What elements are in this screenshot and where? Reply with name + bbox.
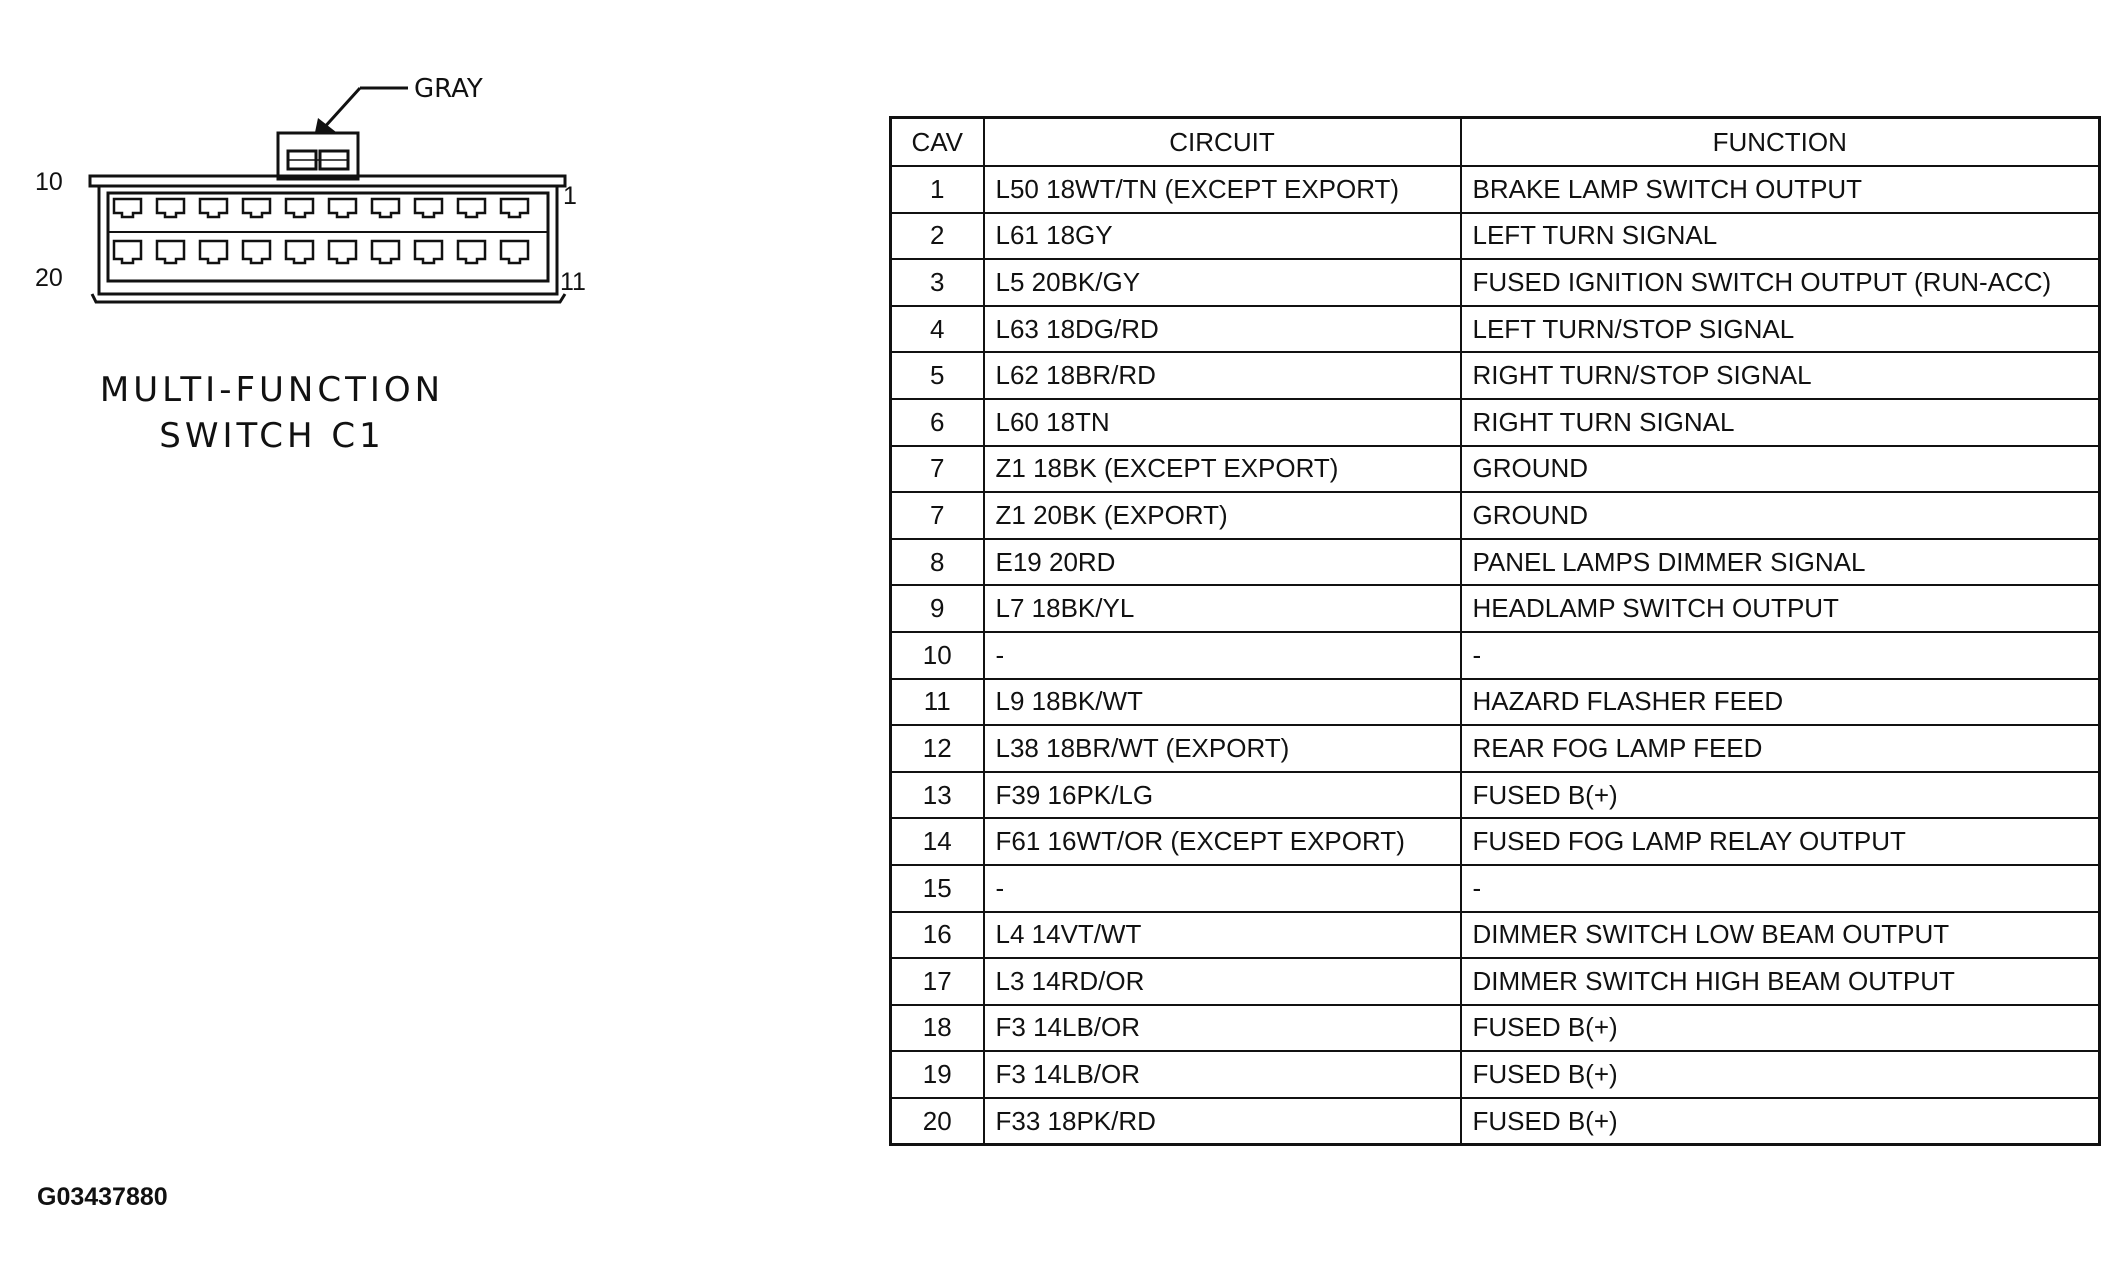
table-row bbox=[891, 818, 2100, 865]
cav-cell: 16 bbox=[891, 912, 984, 959]
pin-cavity bbox=[415, 199, 442, 217]
pin-cavity bbox=[501, 199, 528, 217]
pin-cavity bbox=[286, 199, 313, 217]
cav-cell: 17 bbox=[891, 958, 984, 1005]
table-row bbox=[891, 632, 2100, 679]
cav-cell: 10 bbox=[891, 632, 984, 679]
table-row bbox=[891, 259, 2100, 306]
table-row bbox=[891, 958, 2100, 1005]
function-cell: BRAKE LAMP SWITCH OUTPUT bbox=[1461, 166, 2100, 213]
function-cell: FUSED IGNITION SWITCH OUTPUT (RUN-ACC) bbox=[1461, 259, 2100, 306]
cav-cell: 18 bbox=[891, 1005, 984, 1052]
circuit-cell: - bbox=[984, 632, 1461, 679]
callout-arrow bbox=[322, 88, 408, 130]
pin-cavity bbox=[243, 199, 270, 217]
pin-cavity bbox=[286, 241, 313, 263]
cav-cell: 6 bbox=[891, 399, 984, 446]
table-row bbox=[891, 166, 2100, 213]
circuit-cell: F39 16PK/LG bbox=[984, 772, 1461, 819]
circuit-cell: L61 18GY bbox=[984, 213, 1461, 260]
header-function: FUNCTION bbox=[1461, 118, 2100, 167]
function-cell: LEFT TURN SIGNAL bbox=[1461, 213, 2100, 260]
pin-cavity bbox=[329, 241, 356, 263]
function-cell: - bbox=[1461, 865, 2100, 912]
circuit-cell: L62 18BR/RD bbox=[984, 352, 1461, 399]
cav-cell: 7 bbox=[891, 446, 984, 493]
connector-name-line1: MULTI-FUNCTION bbox=[99, 370, 445, 410]
table-row bbox=[891, 352, 2100, 399]
cav-cell: 7 bbox=[891, 492, 984, 539]
function-cell: FUSED B(+) bbox=[1461, 1051, 2100, 1098]
cav-cell: 8 bbox=[891, 539, 984, 586]
header-circuit: CIRCUIT bbox=[984, 118, 1461, 167]
pin-cavity bbox=[329, 199, 356, 217]
pin-label-bottom-right: 11 bbox=[560, 268, 586, 296]
table-row bbox=[891, 539, 2100, 586]
circuit-cell: E19 20RD bbox=[984, 539, 1461, 586]
circuit-cell: L50 18WT/TN (EXCEPT EXPORT) bbox=[984, 166, 1461, 213]
table-row bbox=[891, 213, 2100, 260]
table-row bbox=[891, 585, 2100, 632]
cav-cell: 15 bbox=[891, 865, 984, 912]
function-cell: RIGHT TURN SIGNAL bbox=[1461, 399, 2100, 446]
circuit-cell: F3 14LB/OR bbox=[984, 1051, 1461, 1098]
table-row bbox=[891, 1005, 2100, 1052]
table-row bbox=[891, 1098, 2100, 1145]
cav-cell: 3 bbox=[891, 259, 984, 306]
function-cell: DIMMER SWITCH LOW BEAM OUTPUT bbox=[1461, 912, 2100, 959]
circuit-cell: L4 14VT/WT bbox=[984, 912, 1461, 959]
table-row bbox=[891, 399, 2100, 446]
circuit-cell: L63 18DG/RD bbox=[984, 306, 1461, 353]
cav-cell: 1 bbox=[891, 166, 984, 213]
connector-diagram bbox=[0, 0, 620, 330]
pinout-table-body bbox=[891, 166, 2100, 1145]
table-row bbox=[891, 492, 2100, 539]
pin-cavity bbox=[415, 241, 442, 263]
pin-cavity bbox=[114, 199, 141, 217]
function-cell: REAR FOG LAMP FEED bbox=[1461, 725, 2100, 772]
pin-cavity bbox=[243, 241, 270, 263]
connector-name-line2: SWITCH C1 bbox=[159, 416, 385, 456]
function-cell: HEADLAMP SWITCH OUTPUT bbox=[1461, 585, 2100, 632]
pin-cavity bbox=[200, 241, 227, 263]
table-row bbox=[891, 1051, 2100, 1098]
pin-label-top-right: 1 bbox=[563, 182, 577, 210]
pin-cavity bbox=[372, 199, 399, 217]
cav-cell: 12 bbox=[891, 725, 984, 772]
circuit-cell: L9 18BK/WT bbox=[984, 679, 1461, 726]
function-cell: GROUND bbox=[1461, 446, 2100, 493]
pin-cavity bbox=[458, 199, 485, 217]
pin-cavity bbox=[200, 199, 227, 217]
table-row bbox=[891, 679, 2100, 726]
cav-cell: 20 bbox=[891, 1098, 984, 1145]
function-cell: LEFT TURN/STOP SIGNAL bbox=[1461, 306, 2100, 353]
circuit-cell: Z1 18BK (EXCEPT EXPORT) bbox=[984, 446, 1461, 493]
pin-cavity bbox=[157, 241, 184, 263]
circuit-cell: L5 20BK/GY bbox=[984, 259, 1461, 306]
circuit-cell: L7 18BK/YL bbox=[984, 585, 1461, 632]
table-row bbox=[891, 725, 2100, 772]
circuit-cell: F33 18PK/RD bbox=[984, 1098, 1461, 1145]
table-row bbox=[891, 912, 2100, 959]
function-cell: FUSED B(+) bbox=[1461, 772, 2100, 819]
circuit-cell: L38 18BR/WT (EXPORT) bbox=[984, 725, 1461, 772]
table-row bbox=[891, 306, 2100, 353]
table-header-row bbox=[891, 118, 2100, 167]
table-row bbox=[891, 446, 2100, 493]
circuit-cell: F3 14LB/OR bbox=[984, 1005, 1461, 1052]
circuit-cell: Z1 20BK (EXPORT) bbox=[984, 492, 1461, 539]
cav-cell: 11 bbox=[891, 679, 984, 726]
function-cell: HAZARD FLASHER FEED bbox=[1461, 679, 2100, 726]
function-cell: - bbox=[1461, 632, 2100, 679]
function-cell: FUSED B(+) bbox=[1461, 1098, 2100, 1145]
pin-label-bottom-left: 20 bbox=[35, 264, 63, 292]
connector-color-label: GRAY bbox=[414, 74, 483, 104]
cav-cell: 4 bbox=[891, 306, 984, 353]
cav-cell: 14 bbox=[891, 818, 984, 865]
pin-cavity bbox=[114, 241, 141, 263]
connector-housing bbox=[90, 176, 565, 302]
circuit-cell: - bbox=[984, 865, 1461, 912]
function-cell: FUSED FOG LAMP RELAY OUTPUT bbox=[1461, 818, 2100, 865]
cav-cell: 2 bbox=[891, 213, 984, 260]
connector-cavities bbox=[108, 199, 548, 263]
figure-id: G03437880 bbox=[37, 1183, 168, 1211]
pin-cavity bbox=[458, 241, 485, 263]
function-cell: RIGHT TURN/STOP SIGNAL bbox=[1461, 352, 2100, 399]
table-row bbox=[891, 865, 2100, 912]
pin-cavity bbox=[501, 241, 528, 263]
function-cell: PANEL LAMPS DIMMER SIGNAL bbox=[1461, 539, 2100, 586]
function-cell: DIMMER SWITCH HIGH BEAM OUTPUT bbox=[1461, 958, 2100, 1005]
connector-latch bbox=[278, 133, 358, 179]
header-cav: CAV bbox=[891, 118, 984, 167]
pin-label-top-left: 10 bbox=[35, 168, 63, 196]
pinout-table bbox=[889, 116, 2101, 1146]
cav-cell: 9 bbox=[891, 585, 984, 632]
function-cell: FUSED B(+) bbox=[1461, 1005, 2100, 1052]
table-row bbox=[891, 772, 2100, 819]
cav-cell: 13 bbox=[891, 772, 984, 819]
pin-cavity bbox=[157, 199, 184, 217]
pin-cavity bbox=[372, 241, 399, 263]
circuit-cell: L3 14RD/OR bbox=[984, 958, 1461, 1005]
cav-cell: 5 bbox=[891, 352, 984, 399]
circuit-cell: L60 18TN bbox=[984, 399, 1461, 446]
function-cell: GROUND bbox=[1461, 492, 2100, 539]
cav-cell: 19 bbox=[891, 1051, 984, 1098]
circuit-cell: F61 16WT/OR (EXCEPT EXPORT) bbox=[984, 818, 1461, 865]
